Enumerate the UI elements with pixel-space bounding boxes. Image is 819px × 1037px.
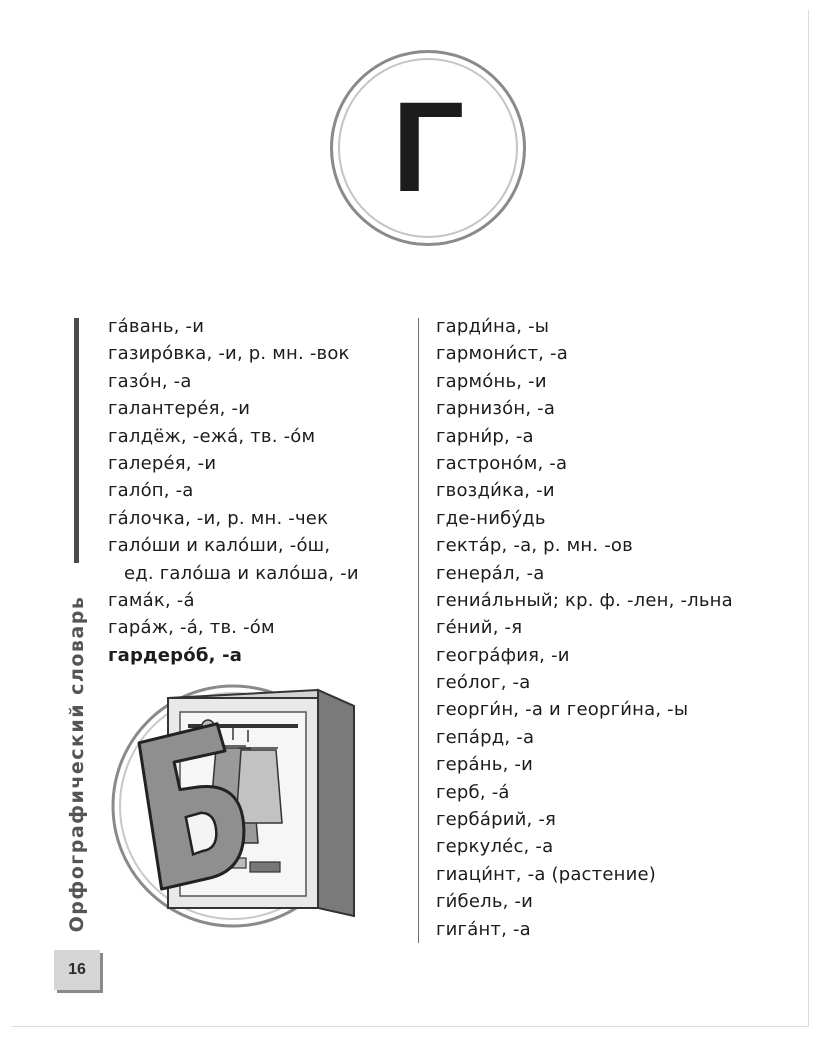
dictionary-entry: галантере́я, -и	[108, 398, 251, 420]
dictionary-entry: генера́л, -а	[436, 562, 545, 584]
dictionary-entry: гекта́р, -а, р. мн. -ов	[436, 535, 633, 557]
dictionary-entry: галдёж, -ежа́, тв. -о́м	[108, 425, 316, 447]
dictionary-entry: гало́п, -а	[108, 480, 194, 502]
dictionary-entry: галере́я, -и	[108, 452, 217, 474]
dictionary-entry: гарди́на, -ы	[436, 316, 550, 337]
dictionary-entry: гармони́ст, -а	[436, 343, 568, 365]
dictionary-entry-highlighted: гардеро́б, -а	[108, 644, 243, 666]
dictionary-entry: газо́н, -а	[108, 370, 192, 392]
section-letter: Г	[391, 76, 465, 219]
dictionary-entry: гео́лог, -а	[436, 672, 531, 694]
dictionary-entry: гера́нь, -и	[436, 754, 534, 776]
wardrobe-illustration	[108, 668, 396, 930]
dictionary-entry: газиро́вка, -и, р. мн. -вок	[108, 343, 350, 365]
dictionary-entry: гвозди́ка, -и	[436, 480, 555, 502]
dictionary-entry: гениа́льный; кр. ф. -лен, -льна	[436, 589, 733, 611]
dictionary-entry: гара́ж, -а́, тв. -о́м	[108, 617, 275, 639]
dictionary-entry: ед. гало́ша и кало́ша, -и	[124, 562, 359, 584]
dictionary-entry: геркуле́с, -а	[436, 836, 554, 858]
dictionary-entry: ги́бель, -и	[436, 891, 534, 913]
dictionary-entry: гало́ши и кало́ши, -о́ш,	[108, 535, 331, 557]
dictionary-entry: ге́ний, -я	[436, 617, 523, 639]
dictionary-entry: гастроно́м, -а	[436, 452, 568, 474]
dictionary-entry: георги́н, -а и георги́на, -ы	[436, 699, 689, 721]
dictionary-entry: гарни́р, -а	[436, 425, 534, 447]
left-column	[108, 313, 359, 669]
dictionary-entry: герба́рий, -я	[436, 809, 557, 831]
column-divider	[418, 318, 419, 943]
dictionary-entry: гармо́нь, -и	[436, 370, 547, 392]
dictionary-entry: геогра́фия, -и	[436, 644, 570, 666]
dictionary-entry: гиаци́нт, -а (растение)	[436, 863, 656, 885]
dictionary-entry: гарнизо́н, -а	[436, 398, 556, 420]
dictionary-entry: где-нибу́дь	[436, 507, 546, 529]
dictionary-entry: гама́к, -а́	[108, 589, 195, 611]
dictionary-entry: герб, -а́	[436, 781, 510, 803]
side-title-text: Орфографический словарь	[65, 595, 88, 933]
side-bar	[74, 318, 79, 563]
section-letter-badge	[330, 50, 526, 246]
page-number: 16	[54, 950, 100, 990]
dictionary-entry: гига́нт, -а	[436, 918, 531, 940]
right-column	[436, 313, 733, 943]
dictionary-entry: га́лочка, -и, р. мн. -чек	[108, 507, 329, 529]
dictionary-entry: га́вань, -и	[108, 316, 205, 337]
side-title	[65, 586, 88, 942]
dictionary-entry: гепа́рд, -а	[436, 726, 535, 748]
